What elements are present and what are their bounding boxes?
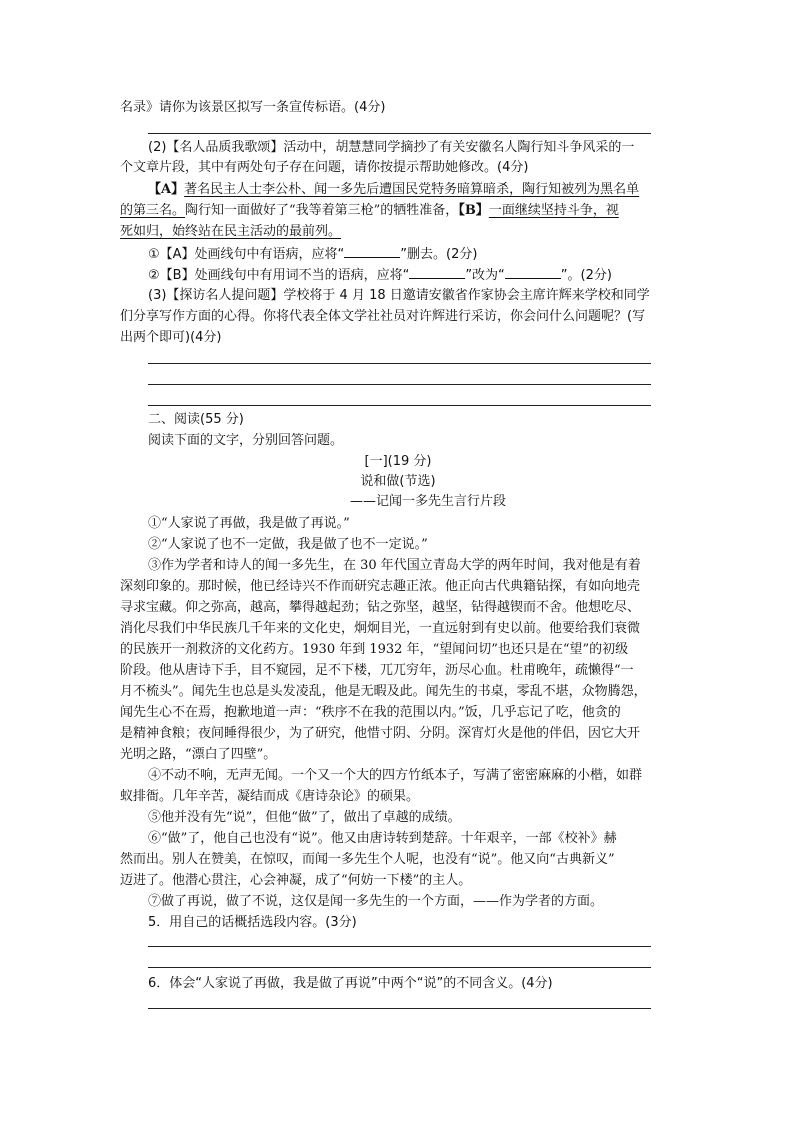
section-instruction: 阅读下面的文字，分别回答问题。 — [148, 433, 344, 448]
sub1-prompt: ①【A】处画线句中有语病，应将“ — [148, 247, 345, 262]
article-paragraph-1: ①“人家说了再做，我是做了再说。” — [148, 516, 350, 531]
article-p3-line: 深刻印象的。那时候，他已经诗兴不作而研究志趣正浓。他正向古代典籍钻探，有如向地壳 — [120, 579, 641, 594]
q2-passage-a-line2 — [120, 201, 619, 221]
passage-a-underlined-end: 的第三名。 — [120, 203, 186, 218]
article-paragraph-7: ⑦做了再说，做了不说，这仅是闻一多先生的一个方面，——作为学者的方面。 — [148, 894, 604, 909]
answer-blank[interactable] — [344, 244, 400, 258]
article-p4-line: ④不动不响，无声无闻。一个又一个大的四方竹纸本子，写满了密密麻麻的小楷，如群 — [148, 768, 643, 783]
article-p3-line: 阶段。他从唐诗下手，目不窥园，足不下楼，兀兀穷年，沥尽心血。杜甫晚年，疏懒得“一 — [120, 663, 634, 678]
passage-a-underlined: 著名民主人士李公朴、闻一多先后遭国民党特务暗算暗杀，陶行知被列为黑名单 — [184, 182, 640, 197]
answer-line — [148, 1008, 651, 1009]
article-p3-line: 是精神食粮；夜间睡得很少，为了研究，他惜寸阴、分阴。深宵灯火是他的伴侣，因它大开 — [120, 726, 641, 741]
q2-sub1 — [148, 244, 477, 265]
answer-line — [148, 967, 651, 968]
passage-b-underlined-end: 死如归，始终站在民主活动的最前列。 — [120, 224, 342, 239]
article-p6-line: 然而出。别人在赞美，在惊叹，而闻一多先生个人呢，也没有“说”。他又向“古典新义” — [120, 852, 615, 867]
section-heading: 二、阅读(55 分) — [148, 412, 244, 427]
question-5: 5．用自己的话概括选段内容。(3分) — [148, 915, 357, 930]
article-paragraph-2: ②“人家说了也不一定做，我是做了也不一定说。” — [148, 537, 428, 552]
answer-line — [148, 133, 651, 134]
passage-b-label: 【B】 — [458, 203, 489, 218]
sub2-mid: ”改为“ — [465, 268, 505, 283]
q2-line1: (2)【名人品质我歌颂】活动中，胡慧慧同学摘抄了有关安徽名人陶行知斗争风采的一 — [148, 140, 635, 155]
article-p3-line: 光明之路，“漂白了四壁”。 — [120, 747, 277, 762]
q2-sub2 — [148, 265, 612, 286]
q2-line2: 个文章片段，其中有两处句子存在问题，请你按提示帮助她修改。(4分) — [120, 160, 529, 175]
article-p3-line: 月不梳头”。闻先生也总是头发凌乱，他是无暇及此。闻先生的书桌，零乱不堪，众物腾怨， — [120, 684, 647, 699]
question-6: 6．体会“人家说了再做，我是做了再说”中两个“说”的不同含义。(4分) — [148, 976, 553, 991]
part-title: [一](19 分) — [364, 454, 432, 469]
top-question-text: 名录》请你为该景区拟写一条宣传标语。(4分) — [120, 100, 386, 115]
answer-blank[interactable] — [505, 265, 561, 279]
sub2-score: ”。(2分) — [560, 268, 612, 283]
answer-blank[interactable] — [409, 265, 465, 279]
article-title: 说和做(节选) — [360, 474, 436, 489]
sub1-score: ”删去。(2分) — [400, 247, 478, 262]
q3-line1: (3)【探访名人提问题】学校将于 4 月 18 日邀请安徽省作家协会主席许辉来学校和同学 — [148, 288, 650, 303]
q2-passage-b-line2 — [120, 222, 341, 242]
passage-a-label: 【A】 — [148, 182, 185, 197]
article-paragraph-5: ⑤他并没有先“说”，但他“做”了，做出了卓越的成绩。 — [148, 810, 461, 825]
article-p3-line: 寻求宝藏。仰之弥高，越高，攀得越起劲；钻之弥坚，越坚，钻得越锲而不舍。他想吃尽、 — [120, 600, 641, 615]
article-subtitle: ——记闻一多先生言行片段 — [349, 494, 506, 509]
answer-line — [148, 384, 651, 385]
article-p3-line: 闻先生心不在焉，抱歉地道一声：“秩序不在我的范围以内。”饭，几乎忘记了吃，他贪的 — [120, 705, 621, 720]
article-p6-line: ⑥“做”了，他自己也没有“说”。他又由唐诗转到楚辞。十年艰辛，一部《校补》赫 — [148, 831, 617, 846]
q2-passage-a-line1 — [148, 180, 639, 200]
answer-line — [148, 363, 651, 364]
article-p6-line: 迈进了。他潜心贯注，心会神凝，成了“何妨一下楼”的主人。 — [120, 873, 472, 888]
passage-text: 陶行知一面做好了“我等着第三枪”的牺牲准备， — [185, 203, 459, 218]
answer-line — [148, 946, 651, 947]
answer-line — [148, 405, 651, 406]
q3-line3: 出两个即可)(4分) — [120, 330, 222, 345]
article-p3-line: ③作为学者和诗人的闻一多先生，在 30 年代国立青岛大学的两年时间，我对他是有着 — [148, 558, 641, 573]
passage-b-underlined: 一面继续坚持斗争，视 — [488, 203, 619, 218]
q3-line2: 们分享写作方面的心得。你将代表全体文学社社员对许辉进行采访，你会问什么问题呢？(写 — [120, 309, 646, 324]
sub2-prompt: ②【B】处画线句中有用词不当的语病，应将“ — [148, 268, 410, 283]
article-p3-line: 消化尽我们中华民族几千年来的文化史，炯炯目光，一直远射到有史以前。他要给我们衰微 — [120, 621, 641, 636]
article-p4-line: 蚁排衙。几年辛苦，凝结而成《唐诗杂论》的硕果。 — [120, 789, 420, 804]
article-p3-line: 的民族开一剂救济的文化药方。1930 年到 1932 年，“望闻问切”也还只是在“望”的初级 — [120, 642, 629, 657]
